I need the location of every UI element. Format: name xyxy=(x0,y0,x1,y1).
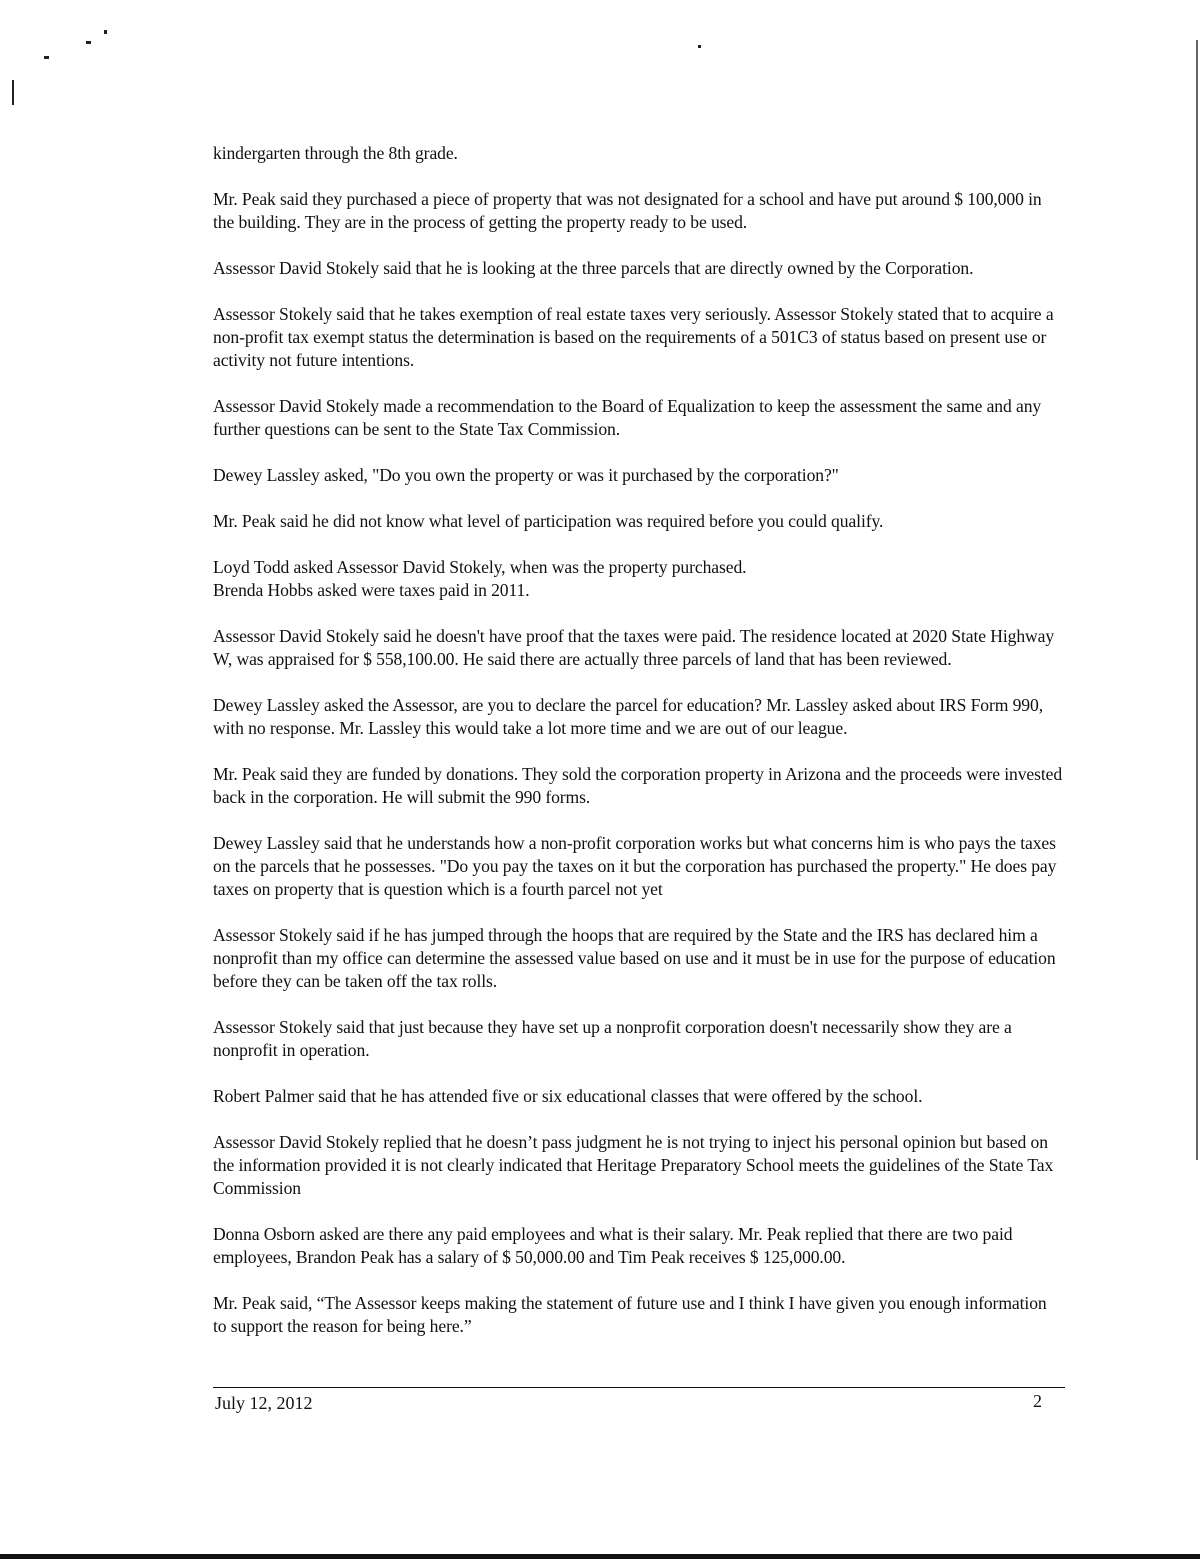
paragraph: Assessor David Stokely made a recommendation to the Board of Equalization to keep the assessment the same and any further questions can be sent to the State Tax Commission. xyxy=(213,396,1042,439)
scan-edge-bottom xyxy=(0,1554,1200,1559)
scan-edge-right xyxy=(1196,40,1198,1160)
paragraph: Mr. Peak said, “The Assessor keeps making the statement of future use and I think I have given you enough information to support the reason for being here.” xyxy=(213,1293,1047,1336)
paragraph: Assessor David Stokely replied that he doesn’t pass judgment he is not trying to inject his personal opinion but based on the information provided it is not clearly indicated that Heritage Preparatory School meets the guidelines of the State Tax Commission xyxy=(213,1132,1054,1198)
paragraph: Donna Osborn asked are there any paid employees and what is their salary. Mr. Peak replied that there are two paid employees, Brandon Peak has a salary of $ 50,000.00 and Tim Peak receives $ 125,000.00. xyxy=(213,1224,1013,1267)
paragraph: Mr. Peak said they purchased a piece of property that was not designated for a school and have put around $ 100,000 in the building. They are in the process of getting the property ready to be used. xyxy=(213,189,1042,232)
paragraph: Assessor Stokely said that he takes exemption of real estate taxes very seriously. Assessor Stokely stated that to acquire a non-profit tax exempt status the determination is based on the requirements of a 501C3 of status based on present use or activity not future intentions. xyxy=(213,304,1054,370)
scan-speck xyxy=(44,56,49,59)
scan-speck xyxy=(104,30,107,34)
paragraph: Robert Palmer said that he has attended five or six educational classes that were offered by the school. xyxy=(213,1086,923,1106)
paragraph: Mr. Peak said he did not know what level of participation was required before you could qualify. xyxy=(213,511,884,531)
paragraph: kindergarten through the 8th grade. xyxy=(213,143,458,163)
scan-speck xyxy=(698,45,701,48)
paragraph: Dewey Lassley said that he understands how a non-profit corporation works but what concerns him is who pays the taxes on the parcels that he possesses. "Do you pay the taxes on it but the corporation has purchased the property." He does pay taxes on property that is question which is a fourth parcel not yet xyxy=(213,833,1057,899)
paragraph: Mr. Peak said they are funded by donations. They sold the corporation property in Arizona and the proceeds were invested back in the corporation. He will submit the 990 forms. xyxy=(213,764,1063,807)
paragraph: Dewey Lassley asked the Assessor, are you to declare the parcel for education? Mr. Lassley asked about IRS Form 990, with no response. Mr. Lassley this would take a lot more time and we are out of our league. xyxy=(213,695,1043,738)
paragraph: Assessor Stokely said if he has jumped through the hoops that are required by the State and the IRS has declared him a nonprofit than my office can determine the assessed value based on use and it must be in use for the purpose of education before they can be taken off the tax rolls. xyxy=(213,925,1056,991)
paragraph: Assessor David Stokely said that he is looking at the three parcels that are directly owned by the Corporation. xyxy=(213,258,974,278)
paragraph: Dewey Lassley asked, "Do you own the property or was it purchased by the corporation?" xyxy=(213,465,839,485)
document-body xyxy=(213,142,1063,1361)
page-number: 2 xyxy=(1033,1391,1042,1411)
footer-divider xyxy=(213,1387,1065,1388)
footer-date: July 12, 2012 xyxy=(215,1393,313,1413)
scan-speck xyxy=(86,41,91,44)
paragraph: Assessor Stokely said that just because they have set up a nonprofit corporation doesn't necessarily show they are a nonprofit in operation. xyxy=(213,1017,1012,1060)
paragraph: Brenda Hobbs asked were taxes paid in 2011. xyxy=(213,580,530,600)
paragraph: Assessor David Stokely said he doesn't have proof that the taxes were paid. The residence located at 2020 State Highway W, was appraised for $ 558,100.00. He said there are actually three parcels of land that has been reviewed. xyxy=(213,626,1055,669)
paragraph: Loyd Todd asked Assessor David Stokely, when was the property purchased. xyxy=(213,557,747,577)
scan-line xyxy=(12,80,14,105)
